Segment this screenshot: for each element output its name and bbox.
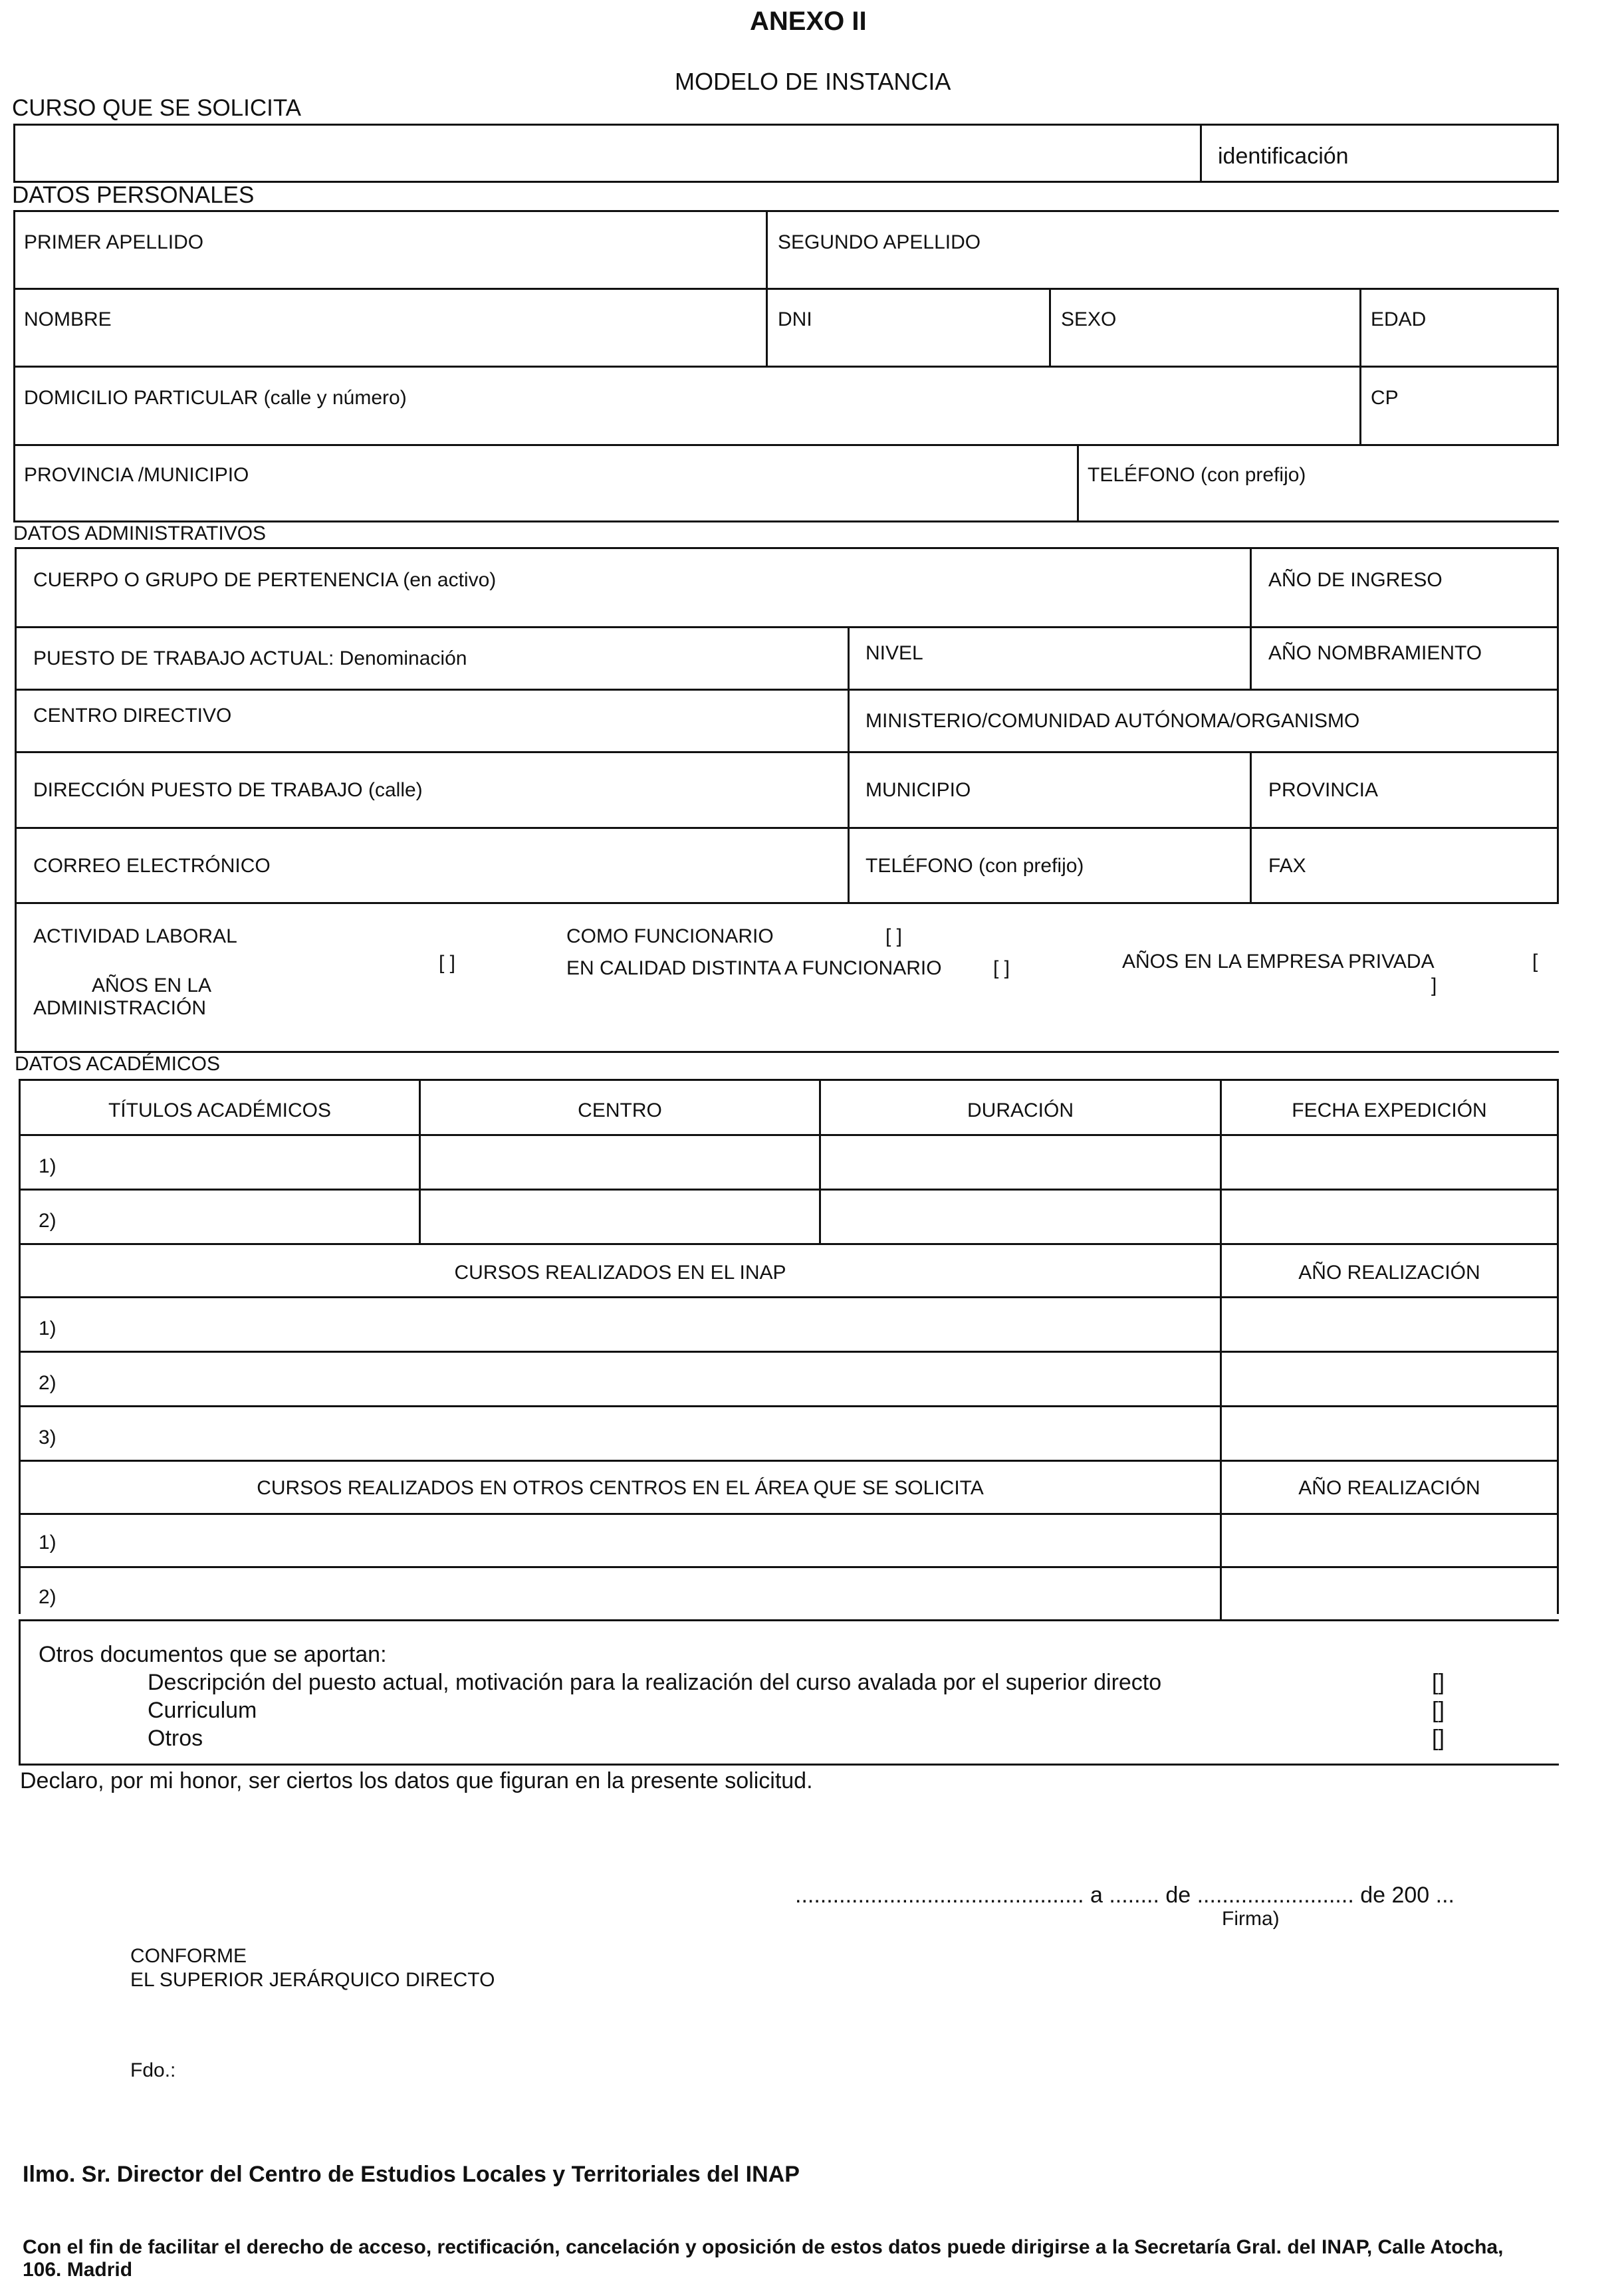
dni-field[interactable]: DNI — [778, 308, 812, 330]
anio-ingreso-field[interactable]: AÑO DE INGRESO — [1268, 569, 1443, 591]
header-centro: CENTRO — [578, 1099, 662, 1121]
primer-apellido-field[interactable]: PRIMER APELLIDO — [24, 231, 204, 253]
provincia-municipio-field[interactable]: PROVINCIA /MUNICIPIO — [24, 464, 249, 486]
identificacion-label[interactable]: identificación — [1218, 144, 1349, 169]
nota-proteccion-datos-1: Con el fin de facilitar el derecho de acceso, rectificación, cancelación y oposición de estos datos puede dirigirse a la Secretaría Gral. del INAP, Calle Atocha, — [23, 2236, 1504, 2258]
empresa-privada-bracket-open[interactable]: [ — [1532, 951, 1538, 973]
section-datos-academicos: DATOS ACADÉMICOS — [15, 1053, 220, 1075]
header-cursos-inap: CURSOS REALIZADOS EN EL INAP — [454, 1262, 786, 1284]
telefono-trabajo-field[interactable]: TELÉFONO (con prefijo) — [866, 855, 1084, 877]
documento-descripcion-puesto: Descripción del puesto actual, motivación para la realización del curso avalada por el superior directo — [148, 1670, 1162, 1695]
puesto-trabajo-field[interactable]: PUESTO DE TRABAJO ACTUAL: Denominación — [33, 647, 467, 669]
header-cursos-otros-centros: CURSOS REALIZADOS EN OTROS CENTROS EN EL ÁREA QUE SE SOLICITA — [257, 1477, 984, 1499]
form-subtitle: MODELO DE INSTANCIA — [675, 68, 951, 95]
section-datos-personales: DATOS PERSONALES — [12, 182, 255, 208]
nombre-field[interactable]: NOMBRE — [24, 308, 112, 330]
conforme-label: CONFORME — [130, 1945, 247, 1967]
edad-field[interactable]: EDAD — [1371, 308, 1427, 330]
section-datos-administrativos: DATOS ADMINISTRATIVOS — [13, 522, 267, 544]
empresa-privada-bracket-close[interactable]: ] — [1431, 975, 1437, 996]
como-funcionario-checkbox[interactable]: [ ] — [885, 925, 903, 947]
correo-electronico-field[interactable]: CORREO ELECTRÓNICO — [33, 855, 271, 877]
anios-administracion-label-1: AÑOS EN LA — [92, 975, 212, 996]
otros-row-1[interactable]: 1) — [39, 1532, 57, 1553]
documento-descripcion-checkbox[interactable]: [] — [1432, 1670, 1445, 1695]
header-duracion: DURACIÓN — [967, 1099, 1074, 1121]
calidad-distinta-checkbox[interactable]: [ ] — [993, 957, 1010, 979]
calidad-distinta-label: EN CALIDAD DISTINTA A FUNCIONARIO — [566, 957, 942, 979]
documento-otros: Otros — [148, 1726, 203, 1751]
otros-row-2[interactable]: 2) — [39, 1586, 57, 1608]
nota-proteccion-datos-2: 106. Madrid — [23, 2259, 133, 2281]
anio-nombramiento-field[interactable]: AÑO NOMBRAMIENTO — [1268, 642, 1482, 664]
cuerpo-grupo-field[interactable]: CUERPO O GRUPO DE PERTENENCIA (en activo) — [33, 569, 497, 591]
segundo-apellido-field[interactable]: SEGUNDO APELLIDO — [778, 231, 981, 253]
ministerio-field[interactable]: MINISTERIO/COMUNIDAD AUTÓNOMA/ORGANISMO — [866, 710, 1360, 732]
otros-documentos-intro: Otros documentos que se aportan: — [39, 1642, 387, 1667]
superior-jerarquico-label: EL SUPERIOR JERÁRQUICO DIRECTO — [130, 1969, 495, 1991]
inap-row-1[interactable]: 1) — [39, 1318, 57, 1339]
provincia-field[interactable]: PROVINCIA — [1268, 779, 1379, 801]
nivel-field[interactable]: NIVEL — [866, 642, 923, 664]
header-anio-realizacion-inap: AÑO REALIZACIÓN — [1298, 1262, 1480, 1284]
inap-row-3[interactable]: 3) — [39, 1427, 57, 1448]
domicilio-field[interactable]: DOMICILIO PARTICULAR (calle y número) — [24, 387, 407, 409]
header-fecha-expedicion: FECHA EXPEDICIÓN — [1292, 1099, 1487, 1121]
municipio-field[interactable]: MUNICIPIO — [866, 779, 971, 801]
header-anio-realizacion-otros: AÑO REALIZACIÓN — [1298, 1477, 1480, 1499]
sexo-field[interactable]: SEXO — [1061, 308, 1117, 330]
fax-field[interactable]: FAX — [1268, 855, 1306, 877]
inap-row-2[interactable]: 2) — [39, 1372, 57, 1394]
como-funcionario-label: COMO FUNCIONARIO — [566, 925, 774, 947]
page-title: ANEXO II — [750, 7, 867, 36]
firma-label: Firma) — [1222, 1908, 1280, 1930]
documento-curriculum-checkbox[interactable]: [] — [1432, 1698, 1445, 1723]
titulo-row-2[interactable]: 2) — [39, 1210, 57, 1232]
anios-administracion-checkbox[interactable]: [ ] — [439, 952, 456, 974]
centro-directivo-field[interactable]: CENTRO DIRECTIVO — [33, 705, 232, 727]
header-titulos: TÍTULOS ACADÉMICOS — [108, 1099, 332, 1121]
documento-curriculum: Curriculum — [148, 1698, 257, 1723]
fecha-lugar-line[interactable]: .............................................. a ........ de ......................... de 200 ... — [795, 1883, 1454, 1908]
documento-otros-checkbox[interactable]: [] — [1432, 1726, 1445, 1751]
titulo-row-1[interactable]: 1) — [39, 1155, 57, 1177]
cp-field[interactable]: CP — [1371, 387, 1399, 409]
curso-input[interactable] — [16, 126, 1198, 179]
destinatario: Ilmo. Sr. Director del Centro de Estudios Locales y Territoriales del INAP — [23, 2162, 800, 2187]
direccion-puesto-field[interactable]: DIRECCIÓN PUESTO DE TRABAJO (calle) — [33, 779, 423, 801]
empresa-privada-label: AÑOS EN LA EMPRESA PRIVADA — [1122, 951, 1435, 973]
telefono-personal-field[interactable]: TELÉFONO (con prefijo) — [1088, 464, 1306, 486]
section-curso: CURSO QUE SE SOLICITA — [12, 95, 301, 121]
fdo-label[interactable]: Fdo.: — [130, 2059, 176, 2081]
anios-administracion-label-2: ADMINISTRACIÓN — [33, 997, 207, 1019]
actividad-laboral-label: ACTIVIDAD LABORAL — [33, 925, 237, 947]
declaracion-text: Declaro, por mi honor, ser ciertos los datos que figuran en la presente solicitud. — [20, 1768, 813, 1793]
